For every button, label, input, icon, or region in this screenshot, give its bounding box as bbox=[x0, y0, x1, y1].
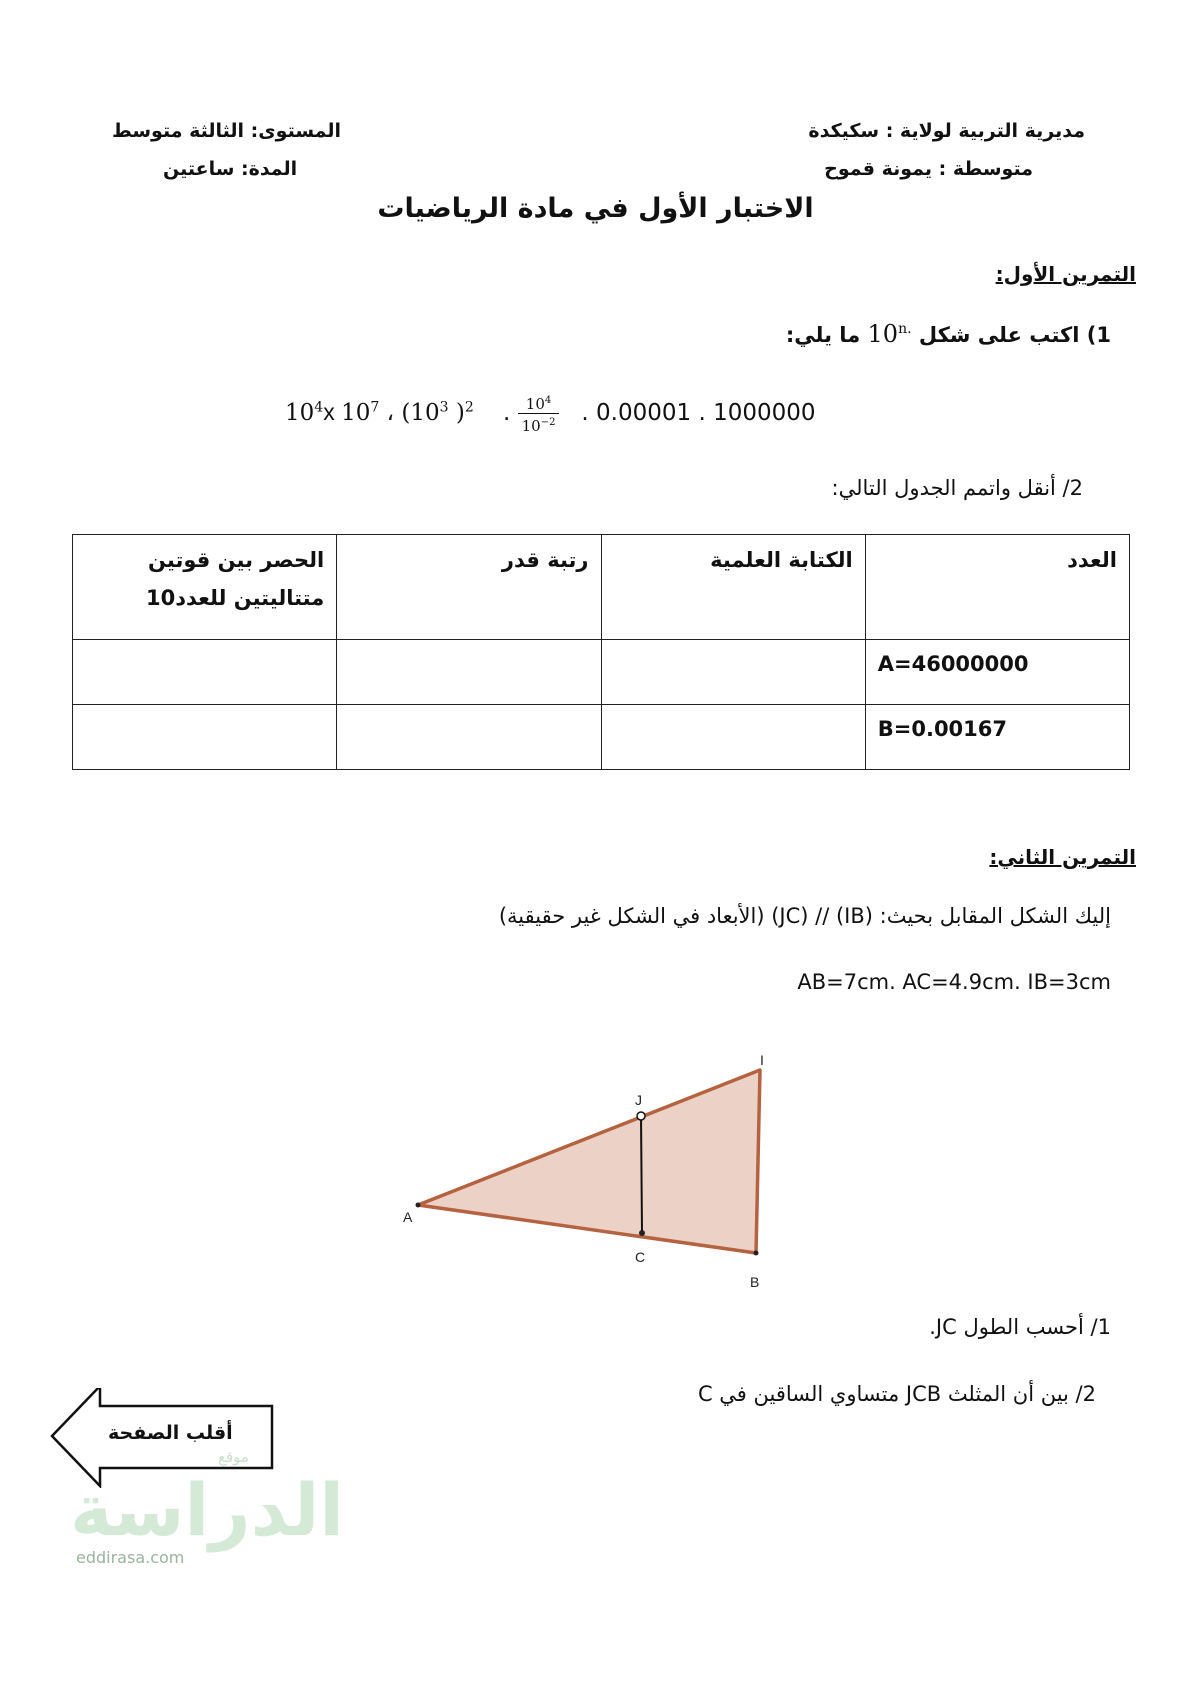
frac-numerator-exp: 4 bbox=[544, 395, 552, 406]
expr-pow-close: ) bbox=[448, 400, 465, 426]
directorate-label: مديرية التربية لولاية : سكيكدة bbox=[808, 120, 1085, 142]
school-label: متوسطة : يمونة قموح bbox=[824, 158, 1033, 180]
duration-label: المدة: ساعتين bbox=[163, 158, 298, 180]
exercise2-heading: التمرين الثاني: bbox=[989, 845, 1136, 869]
q1-number: 1) bbox=[1086, 323, 1111, 347]
point-c bbox=[639, 1230, 645, 1236]
watermark-small-text: موقع bbox=[218, 1448, 249, 1466]
level-label: المستوى: الثالثة متوسط bbox=[112, 120, 342, 142]
table-header-cell: رتبة قدر bbox=[337, 535, 601, 640]
watermark-logo: الدراسة bbox=[70, 1468, 344, 1552]
expr-fraction bbox=[518, 392, 560, 435]
q1-text-b: ما يلي: bbox=[785, 323, 861, 347]
table-cell bbox=[337, 640, 601, 705]
triangle-aib bbox=[418, 1070, 760, 1253]
expr-prod-a: 10 bbox=[285, 400, 315, 426]
turn-page-label: أقلب الصفحة bbox=[108, 1422, 233, 1444]
expr-prod-a-exp: 4 bbox=[314, 399, 324, 416]
exercise2-question2: 2/ بين أن المثلث JCB متساوي الساقين في C bbox=[697, 1382, 1096, 1406]
table-header-cell: الكتابة العلمية bbox=[601, 535, 865, 640]
label-b: B bbox=[750, 1274, 760, 1290]
expr-product bbox=[285, 400, 379, 426]
segment-jc bbox=[641, 1116, 642, 1233]
expr-pow-outer-exp: 2 bbox=[464, 399, 474, 416]
expression-line bbox=[285, 392, 816, 435]
table-header-row bbox=[73, 535, 1130, 640]
exercise2-intro: إليك الشكل المقابل بحيث: (IB) // (JC) (الأبعاد في الشكل غير حقيقية) bbox=[498, 904, 1111, 928]
expr-separator: ، bbox=[386, 400, 402, 426]
table-cell bbox=[601, 640, 865, 705]
label-c: C bbox=[635, 1249, 646, 1265]
page-title: الاختبار الأول في مادة الرياضيات bbox=[377, 193, 814, 224]
exercise2-question1: 1/ أحسب الطول JC. bbox=[929, 1315, 1111, 1339]
point-a bbox=[416, 1203, 421, 1208]
q1-base: 10 bbox=[867, 320, 899, 348]
exercise2-measures: AB=7cm. AC=4.9cm. IB=3cm bbox=[797, 970, 1111, 994]
table-row bbox=[73, 640, 1130, 705]
expr-prod-x: x bbox=[323, 399, 342, 425]
table-cell bbox=[73, 705, 337, 770]
exercise1-heading: التمرين الأول: bbox=[995, 262, 1136, 286]
expr-prod-b: 10 bbox=[341, 400, 371, 426]
q1-exponent: n. bbox=[898, 321, 912, 337]
exercise1-question2: 2/ أنقل واتمم الجدول التالي: bbox=[831, 476, 1083, 500]
table-header-cell: العدد bbox=[865, 535, 1129, 640]
expr-decimals: 1000000 . 0.00001 . bbox=[581, 400, 816, 426]
label-a: A bbox=[403, 1209, 413, 1225]
expr-pow-base: (10 bbox=[401, 400, 440, 426]
frac-denominator-exp: −2 bbox=[540, 417, 556, 428]
triangle-figure bbox=[385, 1050, 785, 1310]
q1-text-a: اكتب على شكل bbox=[918, 323, 1080, 347]
table-cell: A=46000000 bbox=[865, 640, 1129, 705]
table-cell bbox=[601, 705, 865, 770]
frac-numerator: 10 bbox=[525, 395, 545, 413]
table-cell bbox=[337, 705, 601, 770]
expr-power bbox=[401, 400, 473, 426]
frac-denominator: 10 bbox=[521, 417, 541, 435]
point-b bbox=[754, 1251, 759, 1256]
expr-pow-inner-exp: 3 bbox=[439, 399, 449, 416]
table-header-cell: الحصر بين قوتين متتاليتين للعدد10 bbox=[73, 535, 337, 640]
label-i: I bbox=[760, 1052, 764, 1068]
answer-table bbox=[72, 534, 1130, 770]
table-row bbox=[73, 705, 1130, 770]
watermark-url: eddirasa.com bbox=[76, 1548, 185, 1567]
q1-power bbox=[868, 320, 912, 348]
point-j bbox=[637, 1112, 645, 1120]
exercise1-question1 bbox=[786, 320, 1111, 348]
table-cell: B=0.00167 bbox=[865, 705, 1129, 770]
table-cell bbox=[73, 640, 337, 705]
expr-prod-b-exp: 7 bbox=[370, 399, 380, 416]
label-j: J bbox=[635, 1092, 642, 1108]
expr-dot: . bbox=[502, 400, 511, 426]
